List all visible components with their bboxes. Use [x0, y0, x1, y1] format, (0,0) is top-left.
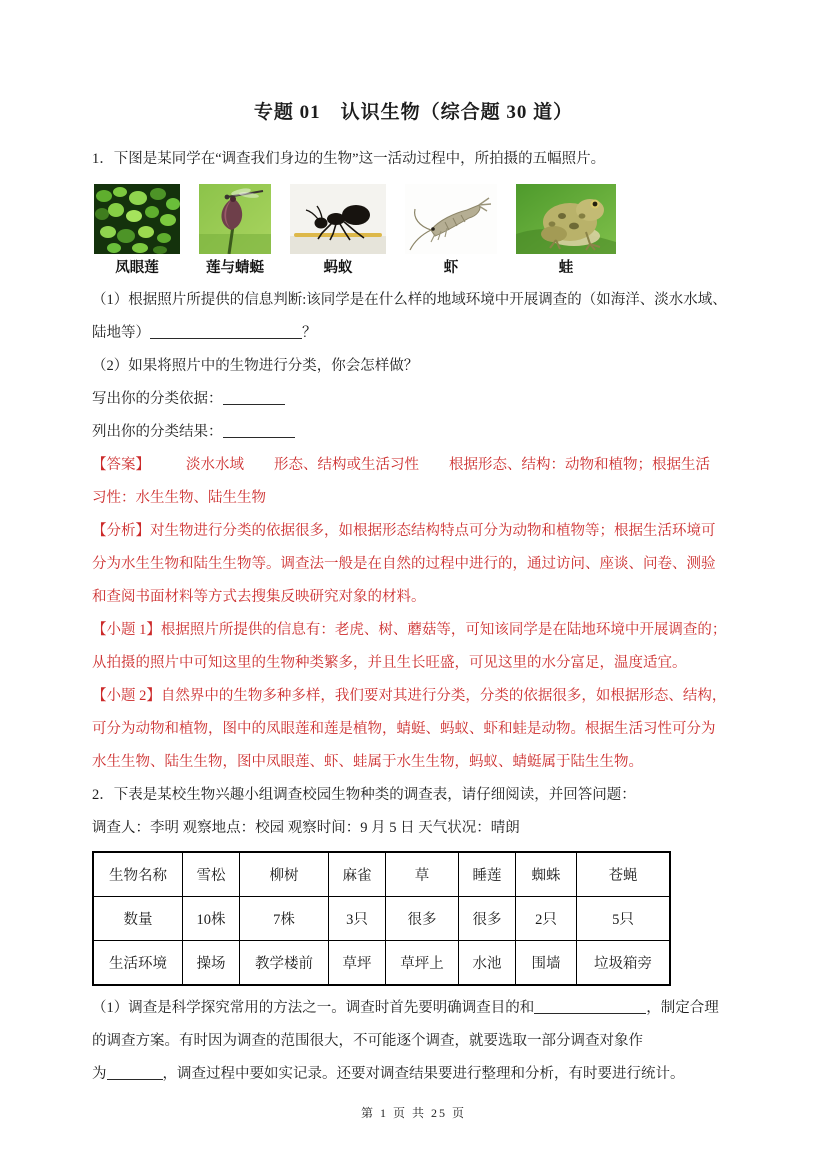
table-cell: 很多 [386, 897, 459, 941]
q2-part1-line3-suffix: ，调查过程中要如实记录。还要对调查结果要进行整理和分析，有时要进行统计。 [162, 1066, 685, 1082]
q2-survey-meta: 调查人：李明 观察地点：校园 观察时间：9 月 5 日 天气状况：晴朗 [92, 820, 520, 836]
blank-line [107, 1064, 163, 1080]
answer-line-1 [92, 449, 735, 482]
survey-table [92, 851, 671, 986]
analysis-line-2: 分为水生生物和陆生生物等。调查法一般是在自然的过程中进行的，通过访问、座谈、问卷、测验 [92, 556, 716, 572]
water-hyacinth-image [94, 184, 180, 254]
q1-part1-line2 [92, 317, 735, 350]
photo-ant [290, 184, 386, 278]
table-cell: 雪松 [183, 852, 240, 897]
q2-part1-line1-suffix: ，制定合理 [646, 1000, 719, 1016]
photo-frog [516, 184, 616, 278]
q1-part1-line2-suffix: ？ [302, 325, 317, 341]
answer-label: 【答案】 [92, 457, 150, 473]
photo-caption: 虾 [443, 260, 459, 276]
q1-result-label: 列出你的分类结果： [92, 424, 223, 440]
answer-part-3: 根据形态、结构：动物和植物；根据生活 [449, 457, 710, 473]
table-cell: 草坪 [329, 941, 386, 986]
blank-line [534, 998, 646, 1014]
photo-caption: 蛙 [558, 260, 574, 276]
table-cell: 数量 [93, 897, 183, 941]
table-cell: 操场 [183, 941, 240, 986]
photo-water-hyacinth [94, 184, 180, 278]
subquestion1-line-1: 【小题 1】根据照片所提供的信息有：老虎、树、蘑菇等，可知该同学是在陆地环境中开展调查的； [92, 622, 727, 638]
photo-shrimp [405, 184, 497, 278]
lotus-dragonfly-image [199, 184, 271, 254]
table-row [93, 941, 670, 986]
photo-caption: 莲与蜻蜓 [206, 260, 264, 276]
analysis-line-1: 【分析】对生物进行分类的依据很多，如根据形态结构特点可分为动物和植物等；根据生活环境可 [92, 523, 716, 539]
table-cell: 围墙 [516, 941, 577, 986]
ant-image [290, 184, 386, 254]
answer-line-2: 习性：水生生物、陆生生物 [92, 490, 266, 506]
photo-caption: 蚂蚁 [323, 260, 353, 276]
table-cell: 生物名称 [93, 852, 183, 897]
q1-part1-line1: （1）根据照片所提供的信息判断:该同学是在什么样的地域环境中开展调查的（如海洋、淡水水域、 [92, 292, 727, 308]
blank-line [223, 422, 295, 438]
table-cell: 生活环境 [93, 941, 183, 986]
table-cell: 5只 [577, 897, 671, 941]
table-cell: 柳树 [240, 852, 329, 897]
photo-lotus-dragonfly [199, 184, 271, 278]
q2-part1-line1-prefix: （1）调查是科学探究常用的方法之一。调查时首先要明确调查目的和 [92, 1000, 535, 1016]
table-cell: 蜘蛛 [516, 852, 577, 897]
subquestion2-line-3: 水生生物、陆生生物，图中凤眼莲、虾、蛙属于水生生物，蚂蚁、蜻蜓属于陆生生物。 [92, 754, 643, 770]
q1-part2: （2）如果将照片中的生物进行分类，你会怎样做？ [92, 358, 419, 374]
q2-part1-line3 [92, 1058, 735, 1091]
table-cell: 7株 [240, 897, 329, 941]
table-cell: 垃圾箱旁 [577, 941, 671, 986]
table-cell: 苍蝇 [577, 852, 671, 897]
table-cell: 很多 [459, 897, 516, 941]
analysis-line-3: 和查阅书面材料等方式去搜集反映研究对象的材料。 [92, 589, 426, 605]
page-number: 第 1 页 共 25 页 [360, 1106, 466, 1120]
table-row [93, 852, 670, 897]
q2-intro: 2．下表是某校生物兴趣小组调查校园生物种类的调查表，请仔细阅读，并回答问题： [92, 787, 636, 803]
table-cell: 草 [386, 852, 459, 897]
blank-line [223, 389, 285, 405]
q1-basis-line [92, 383, 735, 416]
table-cell: 麻雀 [329, 852, 386, 897]
table-cell: 3只 [329, 897, 386, 941]
table-cell: 10株 [183, 897, 240, 941]
q1-result-line [92, 416, 735, 449]
subquestion2-line-2: 可分为动物和植物，图中的凤眼莲和莲是植物，蜻蜓、蚂蚁、虾和蛙是动物。根据生活习性可分为 [92, 721, 716, 737]
table-cell: 教学楼前 [240, 941, 329, 986]
blank-line [150, 323, 302, 339]
q2-part1-line1 [92, 992, 735, 1025]
answer-part-1: 淡水水域 [186, 457, 244, 473]
table-cell: 草坪上 [386, 941, 459, 986]
table-row [93, 897, 670, 941]
table-cell: 水池 [459, 941, 516, 986]
q2-part1-line2: 的调查方案。有时因为调查的范围很大，不可能逐个调查，就要选取一部分调查对象作 [92, 1033, 643, 1049]
answer-part-2: 形态、结构或生活习性 [274, 457, 419, 473]
q1-part1-line2-prefix: 陆地等） [92, 325, 150, 341]
frog-image [516, 184, 616, 254]
subquestion1-line-2: 从拍摄的照片中可知这里的生物种类繁多，并且生长旺盛，可见这里的水分富足，温度适宜。 [92, 655, 687, 671]
shrimp-image [405, 184, 497, 254]
table-cell: 2只 [516, 897, 577, 941]
q1-intro: 1．下图是某同学在“调查我们身边的生物”这一活动过程中，所拍摄的五幅照片。 [92, 151, 606, 167]
page-title: 专题 01 认识生物（综合题 30 道） [253, 102, 574, 123]
q1-basis-label: 写出你的分类依据： [92, 391, 223, 407]
photo-caption: 凤眼莲 [115, 260, 159, 276]
table-cell: 睡莲 [459, 852, 516, 897]
photo-strip [94, 184, 616, 278]
q2-part1-line3-prefix: 为 [92, 1066, 107, 1082]
subquestion2-line-1: 【小题 2】自然界中的生物多种多样，我们要对其进行分类，分类的依据很多，如根据形态、结构， [92, 688, 727, 704]
